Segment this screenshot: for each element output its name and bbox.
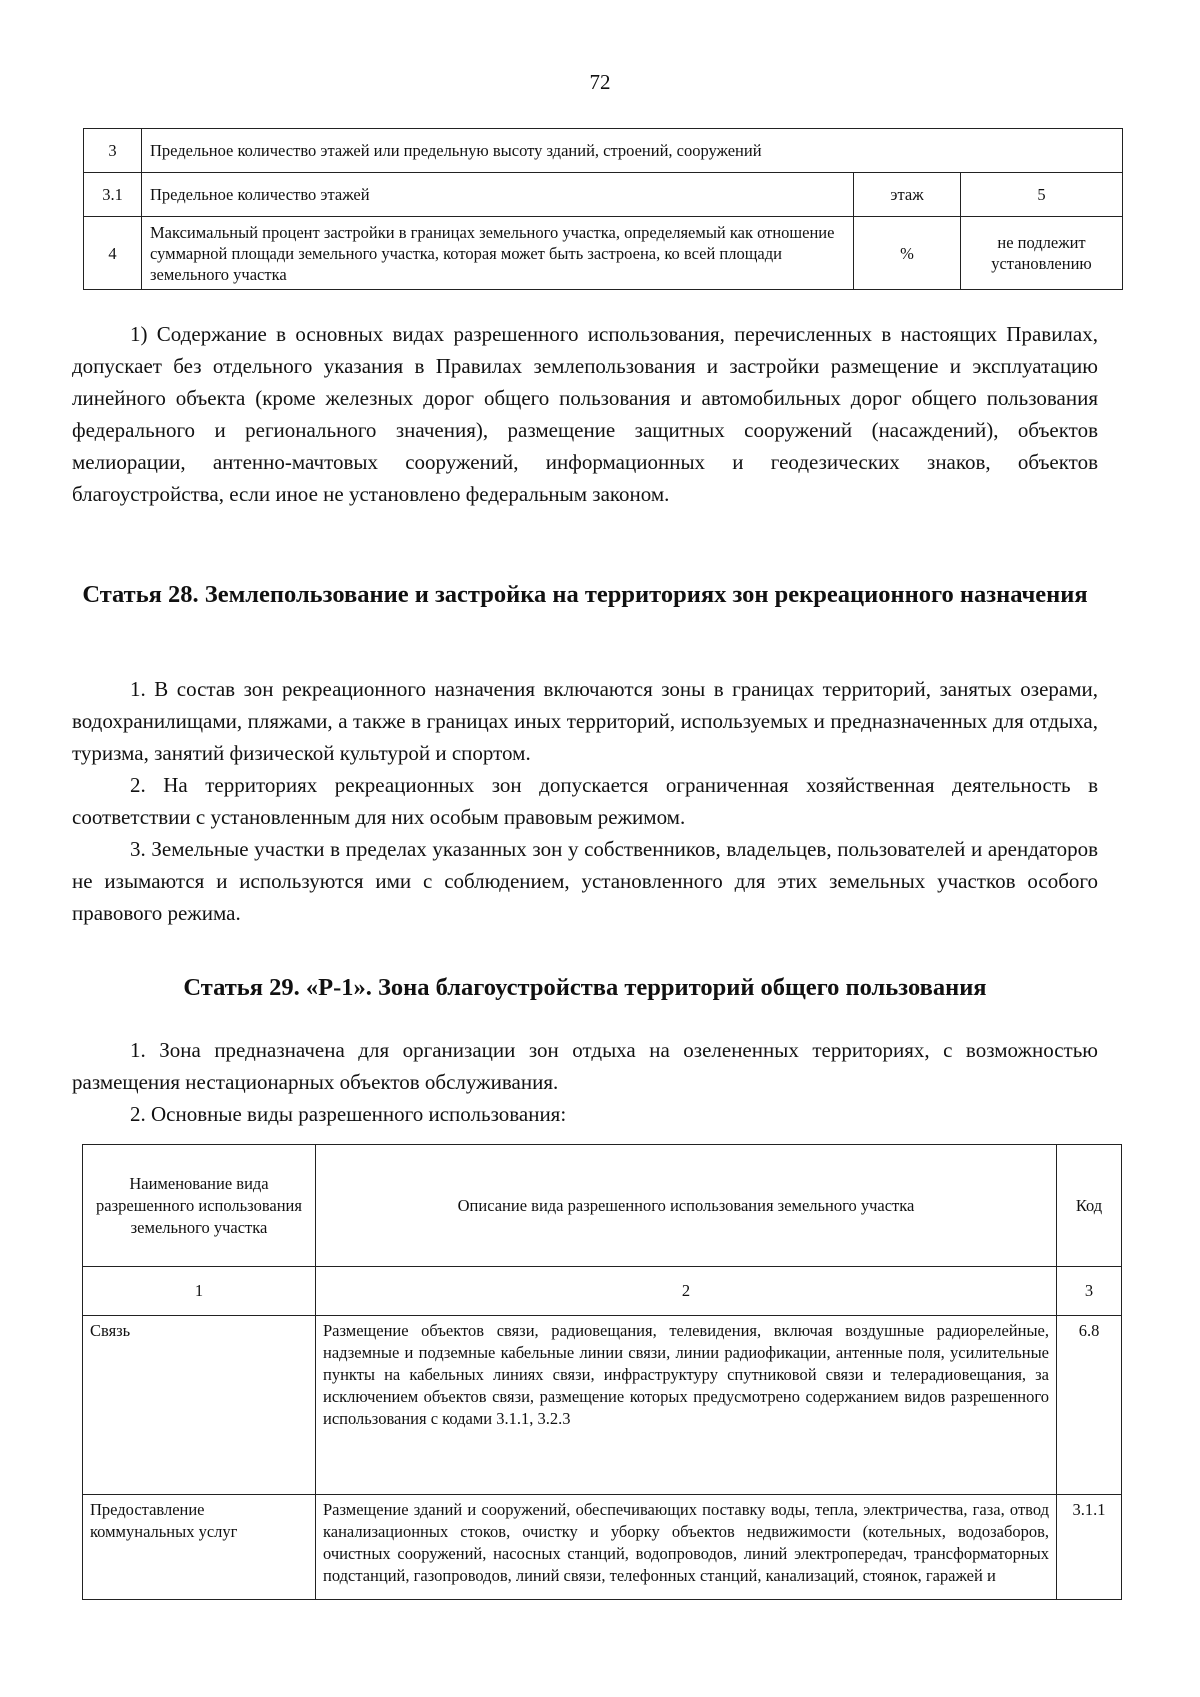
use-description: Размещение зданий и сооружений, обеспечивающих поставку воды, тепла, электричества, газа, отвод канализационных стоков, очистку и уборку объектов недвижимости (котельных, водозаборов, очистных сооружений, насосных станций, водопроводов, линий электропередач, трансформаторных подстанций, газопроводов, линий связи, телефонных станций, канализаций, стоянок, гаражей и xyxy=(316,1495,1057,1600)
table-row xyxy=(84,173,1123,217)
permitted-use-table xyxy=(82,1144,1122,1600)
paragraph: 3. Земельные участки в пределах указанных зон у собственников, владельцев, пользователей и арендаторов не изымаются и используются ими с соблюдением, установленного для этих земельных участков особого правового режима. xyxy=(72,837,1098,925)
row-unit: % xyxy=(854,217,961,290)
column-header: Наименование вида разрешенного использования земельного участка xyxy=(83,1145,316,1267)
row-number: 3.1 xyxy=(84,173,142,217)
column-index: 1 xyxy=(83,1267,316,1316)
column-index: 2 xyxy=(316,1267,1057,1316)
article-28-body xyxy=(72,673,1098,929)
parameters-table xyxy=(83,128,1123,290)
note-block xyxy=(72,318,1098,510)
use-code: 6.8 xyxy=(1057,1316,1122,1495)
note-paragraph: 1) Содержание в основных видах разрешенного использования, перечисленных в настоящих Правилах, допускает без отдельного указания в Правилах землепользования и застройки размещение и эксплуатацию линейного объекта (кроме железных дорог общего пользования и автомобильных дорог общего пользования федерального и регионального значения), размещение защитных сооружений (насаждений), объектов мелиорации, антенно-мачтовых сооружений, информационных и геодезических знаков, объектов благоустройства, если иное не установлено федеральным законом. xyxy=(72,322,1098,506)
use-name: Связь xyxy=(83,1316,316,1495)
row-label: Предельное количество этажей xyxy=(142,173,854,217)
paragraph: 1. Зона предназначена для организации зон отдыха на озелененных территориях, с возможностью размещения нестационарных объектов обслуживания. xyxy=(72,1038,1098,1094)
use-code: 3.1.1 xyxy=(1057,1495,1122,1600)
row-label: Максимальный процент застройки в границах земельного участка, определяемый как отношение суммарной площади земельного участка, которая может быть застроена, ко всей площади земельного участка xyxy=(142,217,854,290)
paragraph: 2. На территориях рекреационных зон допускается ограниченная хозяйственная деятельность в соответствии с установленным для них особым правовым режимом. xyxy=(72,773,1098,829)
row-number: 4 xyxy=(84,217,142,290)
column-header: Код xyxy=(1057,1145,1122,1267)
use-description: Размещение объектов связи, радиовещания, телевидения, включая воздушные радиорелейные, надземные и подземные кабельные линии связи, линии радиофикации, антенные поля, усилительные пункты на кабельных линиях связи, инфраструктуру спутниковой связи и телерадиовещания, за исключением объектов связи, размещение которых предусмотрено содержанием видов разрешенного использования с кодами 3.1.1, 3.2.3 xyxy=(316,1316,1057,1495)
paragraph: 2. Основные виды разрешенного использования: xyxy=(130,1102,567,1126)
row-value: 5 xyxy=(961,173,1123,217)
table-row xyxy=(83,1495,1122,1600)
column-index: 3 xyxy=(1057,1267,1122,1316)
article-29-body xyxy=(72,1034,1098,1130)
row-label: Предельное количество этажей или предельную высоту зданий, строений, сооружений xyxy=(142,129,1123,173)
row-number: 3 xyxy=(84,129,142,173)
table-row xyxy=(84,129,1123,173)
table-index-row xyxy=(83,1267,1122,1316)
table-row xyxy=(83,1316,1122,1495)
column-header: Описание вида разрешенного использования земельного участка xyxy=(316,1145,1057,1267)
article-29-title: Статья 29. «Р-1». Зона благоустройства территорий общего пользования xyxy=(183,974,987,1001)
row-value: не подлежит установлению xyxy=(961,217,1123,290)
table-header-row xyxy=(83,1145,1122,1267)
article-28-title: Статья 28. Землепользование и застройка на территориях зон рекреационного назначения xyxy=(82,581,1088,608)
page-number: 72 xyxy=(589,70,611,94)
row-unit: этаж xyxy=(854,173,961,217)
table-row xyxy=(84,217,1123,290)
use-name: Предоставление коммунальных услуг xyxy=(83,1495,316,1600)
paragraph: 1. В состав зон рекреационного назначения включаются зоны в границах территорий, занятых озерами, водохранилищами, пляжами, а также в границах иных территорий, используемых и предназначенных для отдыха, туризма, занятий физической культурой и спортом. xyxy=(72,677,1098,765)
